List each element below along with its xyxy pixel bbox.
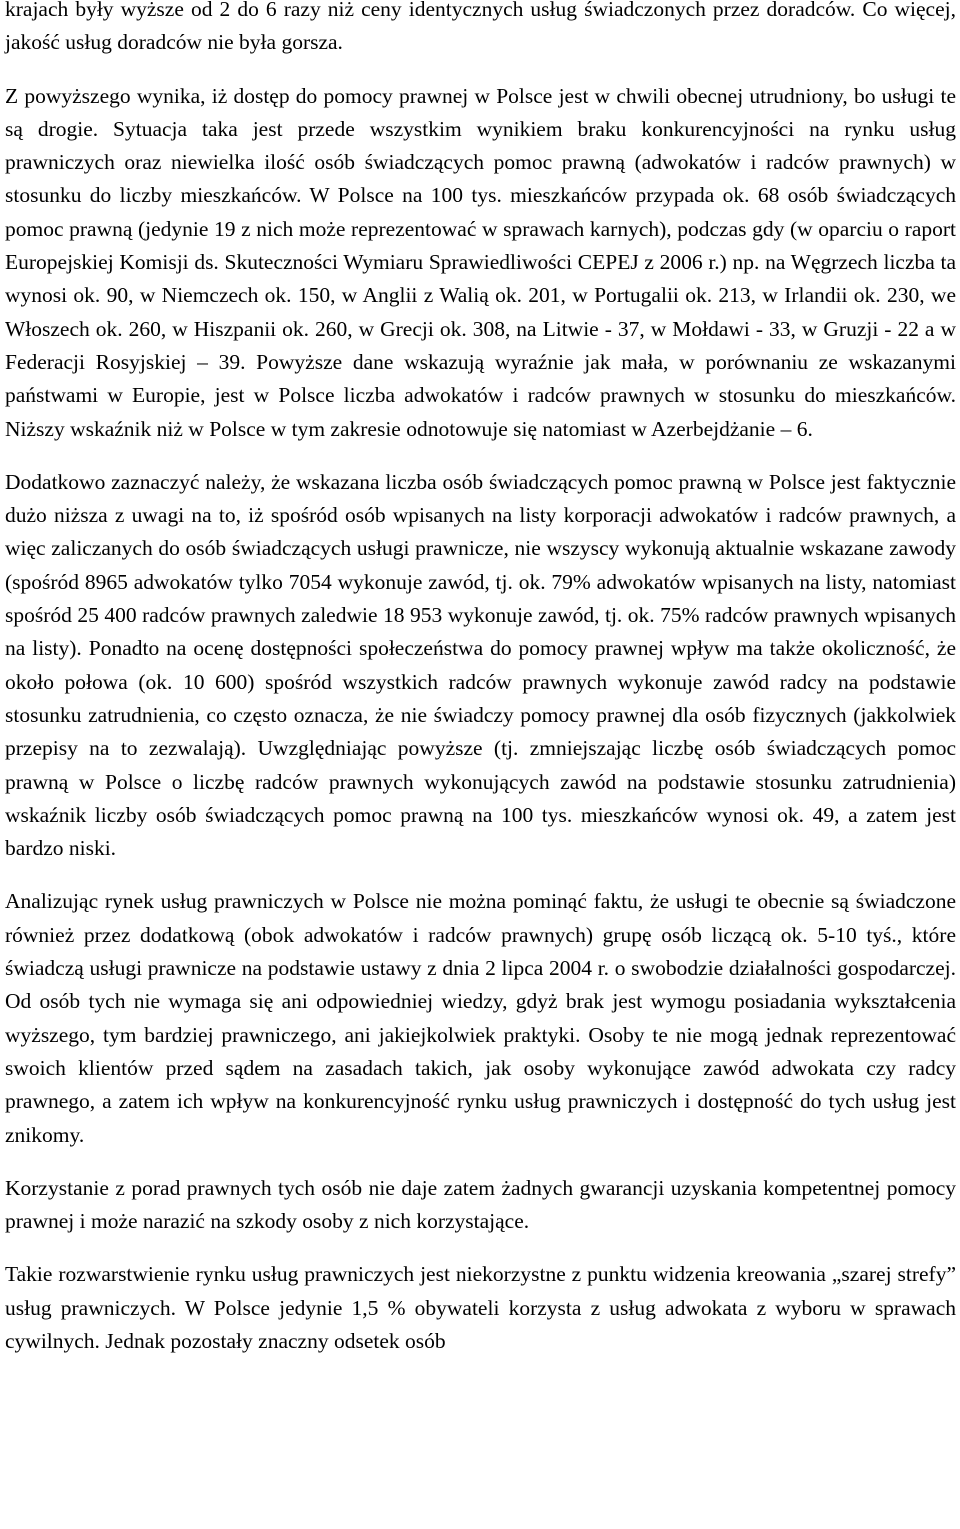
paragraph-3: Dodatkowo zaznaczyć należy, że wskazana liczba osób świadczących pomoc prawną w Polsce jest faktycznie dużo niższa z uwagi na to, iż spośród osób wpisanych na listy korporacji adwokatów i radców prawnych, a więc zaliczanych do osób świadczących usługi prawnicze, nie wszyscy wykonują aktualnie wskazane zawody (spośród 8965 adwokatów tylko 7054 wykonuje zawód, tj. ok. 79% adwokatów wpisanych na listy, natomiast spośród 25 400 radców prawnych zaledwie 18 953 wykonuje zawód, tj. ok. 75% radców prawnych wpisanych na listy). Ponadto na ocenę dostępności społeczeństwa do pomocy prawnej wpływ ma także okoliczność, że około połowa (ok. 10 600) spośród wszystkich radców prawnych wykonuje zawód radcy na podstawie stosunku zatrudnienia, co często oznacza, że nie świadczy pomocy prawnej dla osób fizycznych (jakkolwiek przepisy na to zezwalają). Uwzględniając powyższe (tj. zmniejszając liczbę osób świadczących pomoc prawną w Polsce o liczbę radców prawnych wykonujących zawód na podstawie stosunku zatrudnienia) wskaźnik liczby osób świadczących pomoc prawną na 100 tys. mieszkańców wynosi ok. 49, a zatem jest bardzo niski. <box>5 469 956 861</box>
paragraph-6: Takie rozwarstwienie rynku usług prawniczych jest niekorzystne z punktu widzenia kreowania „szarej strefy” usług prawniczych. W Polsce jedynie 1,5 % obywateli korzysta z usług adwokata z wyboru w sprawach cywilnych. Jednak pozostały znaczny odsetek osób <box>5 1262 956 1353</box>
paragraph-2: Z powyższego wynika, iż dostęp do pomocy prawnej w Polsce jest w chwili obecnej utrudniony, bo usługi te są drogie. Sytuacja taka jest przede wszystkim wynikiem braku konkurencyjności na rynku usług prawniczych oraz niewielka ilość osób świadczących pomoc prawną (adwokatów i radców prawnych) w stosunku do liczby mieszkańców. W Polsce na 100 tys. mieszkańców przypada ok. 68 osób świadczących pomoc prawną (jedynie 19 z nich może reprezentować w sprawach karnych), podczas gdy (w oparciu o raport Europejskiej Komisji ds. Skuteczności Wymiaru Sprawiedliwości CEPEJ z 2006 r.) np. na Węgrzech liczba ta wynosi ok. 90, w Niemczech ok. 150, w Anglii z Walią ok. 201, w Portugalii ok. 213, w Irlandii ok. 230, we Włoszech ok. 260, w Hiszpanii ok. 260, w Grecji ok. 308, na Litwie - 37, w Mołdawi - 33, w Gruzji - 22 a w Federacji Rosyjskiej – 39. Powyższe dane wskazują wyraźnie jak mała, w porównaniu ze wskazanymi państwami w Europie, jest w Polsce liczba adwokatów i radców prawnych w stosunku do mieszkańców. Niższy wskaźnik niż w Polsce w tym zakresie odnotowuje się natomiast w Azerbejdżanie – 6. <box>5 83 956 441</box>
paragraph-4: Analizując rynek usług prawniczych w Polsce nie można pominąć faktu, że usługi te obecnie są świadczone również przez dodatkową (obok adwokatów i radców prawnych) grupę osób liczącą ok. 5-10 tyś., które świadczą usługi prawnicze na podstawie ustawy z dnia 2 lipca 2004 r. o swobodzie działalności gospodarczej. Od osób tych nie wymaga się ani odpowiedniej wiedzy, gdyż brak jest wymogu posiadania wykształcenia wyższego, tym bardziej prawniczego, ani jakiejkolwiek praktyki. Osoby te nie mogą jednak reprezentować swoich klientów przed sądem na zasadach takich, jak osoby wykonujące zawód adwokata czy radcy prawnego, a zatem ich wpływ na konkurencyjność rynku usług prawniczych i dostępność do tych usług jest znikomy. <box>5 889 956 1147</box>
paragraph-1: krajach były wyższe od 2 do 6 razy niż ceny identycznych usług świadczonych przez doradców. Co więcej, jakość usług doradców nie była gorsza. <box>5 0 956 55</box>
paragraph-5: Korzystanie z porad prawnych tych osób nie daje zatem żadnych gwarancji uzyskania kompetentnej pomocy prawnej i może narazić na szkody osoby z nich korzystające. <box>5 1175 956 1234</box>
